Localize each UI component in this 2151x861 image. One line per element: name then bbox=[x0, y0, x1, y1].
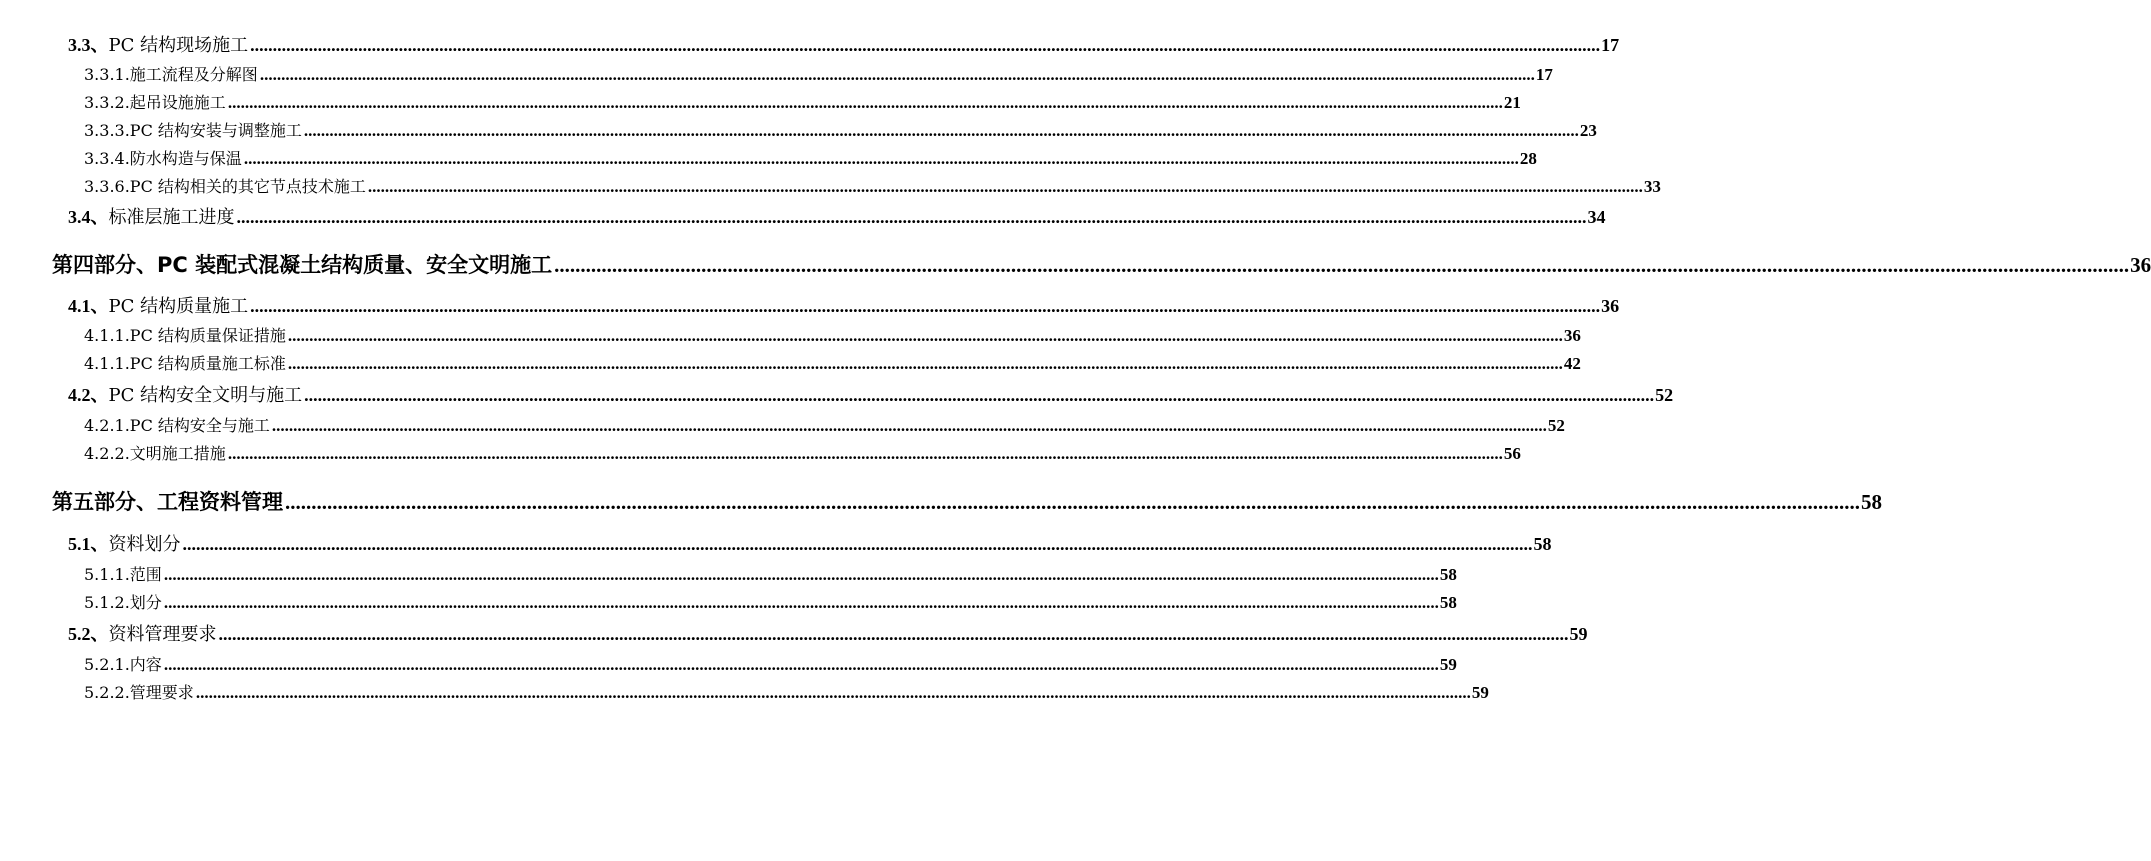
toc-entry-page: 58 bbox=[1861, 490, 1882, 514]
toc-entry[interactable] bbox=[84, 90, 1521, 113]
toc-entry-page: 34 bbox=[1587, 207, 1606, 227]
toc-entry[interactable] bbox=[84, 590, 1457, 613]
toc-entry[interactable] bbox=[84, 146, 1537, 169]
toc-entry-page: 58 bbox=[1439, 593, 1457, 612]
toc-entry-title: 标准层施工进度 bbox=[108, 207, 235, 228]
dot-leader: ............................................................................................................................................................................................................................................................................................................ bbox=[182, 534, 1533, 554]
dot-leader: ............................................................................................................................................................................................................................................................................................................ bbox=[236, 207, 1587, 227]
toc-entry-label bbox=[68, 292, 248, 318]
toc-entry-title: 3.3.6.PC 结构相关的其它节点技术施工 bbox=[84, 177, 366, 196]
toc-entry[interactable] bbox=[84, 680, 1489, 703]
toc-entry[interactable] bbox=[68, 31, 1620, 57]
dot-leader: ............................................................................................................................................................................................................................................................................................................ bbox=[163, 593, 1439, 612]
toc-entry-number: 4.2、 bbox=[68, 385, 109, 405]
toc-entry-page: 17 bbox=[1601, 35, 1620, 55]
toc-entry[interactable] bbox=[68, 203, 1606, 229]
dot-leader: ............................................................................................................................................................................................................................................................................................................ bbox=[285, 490, 1860, 514]
dot-leader: ............................................................................................................................................................................................................................................................................................................ bbox=[259, 65, 1535, 84]
toc-entry-label bbox=[68, 203, 235, 229]
dot-leader: ............................................................................................................................................................................................................................................................................................................ bbox=[287, 354, 1563, 373]
toc-entry-label bbox=[68, 31, 248, 57]
dot-leader: ............................................................................................................................................................................................................................................................................................................ bbox=[554, 253, 2130, 277]
toc-entry-number: 4.1、 bbox=[68, 296, 109, 316]
toc-entry-label bbox=[68, 620, 217, 646]
toc-entry-page: 36 bbox=[2130, 253, 2151, 277]
toc-entry-title: 资料管理要求 bbox=[108, 624, 217, 645]
toc-entry-number: 3.3、 bbox=[68, 35, 109, 55]
toc-entry[interactable] bbox=[68, 292, 1620, 318]
toc-entry-page: 52 bbox=[1547, 416, 1565, 435]
dot-leader: ............................................................................................................................................................................................................................................................................................................ bbox=[243, 149, 1519, 168]
toc-entry-number: 3.4、 bbox=[68, 207, 109, 227]
toc-part-heading[interactable] bbox=[52, 249, 2151, 279]
toc-entry-page: 42 bbox=[1563, 354, 1581, 373]
toc-entry-page: 56 bbox=[1503, 444, 1521, 463]
toc-entry-title: PC 结构现场施工 bbox=[108, 35, 249, 56]
toc-entry-page: 36 bbox=[1601, 296, 1620, 316]
toc-entry-title: 5.1.2.划分 bbox=[84, 593, 162, 612]
toc-entry-title: 3.3.3.PC 结构安装与调整施工 bbox=[84, 121, 302, 140]
toc-entry-title: 4.2.2.文明施工措施 bbox=[84, 444, 226, 463]
toc-entry[interactable] bbox=[68, 530, 1552, 556]
toc-entry[interactable] bbox=[84, 562, 1457, 585]
toc-entry-title: 3.3.1.施工流程及分解图 bbox=[84, 65, 258, 84]
toc-entry-page: 17 bbox=[1535, 65, 1553, 84]
dot-leader: ............................................................................................................................................................................................................................................................................................................ bbox=[304, 385, 1655, 405]
toc-entry[interactable] bbox=[84, 62, 1553, 85]
toc-entry-page: 59 bbox=[1439, 655, 1457, 674]
toc-entry-title: 5.2.1.内容 bbox=[84, 655, 162, 674]
toc-entry[interactable] bbox=[84, 441, 1521, 464]
toc-entry-page: 21 bbox=[1503, 93, 1521, 112]
dot-leader: ............................................................................................................................................................................................................................................................................................................ bbox=[227, 444, 1503, 463]
toc-entry[interactable] bbox=[84, 413, 1565, 436]
toc-entry[interactable] bbox=[84, 323, 1581, 346]
toc-entry-title: 4.1.1.PC 结构质量保证措施 bbox=[84, 326, 286, 345]
toc-entry-title: 第五部分、工程资料管理 bbox=[52, 490, 283, 514]
toc-entry-page: 59 bbox=[1569, 624, 1588, 644]
toc-entry-label bbox=[68, 530, 181, 556]
toc-entry[interactable] bbox=[84, 174, 1661, 197]
toc-entry[interactable] bbox=[84, 652, 1457, 675]
toc-entry[interactable] bbox=[68, 381, 1674, 407]
toc-entry-number: 5.2、 bbox=[68, 624, 109, 644]
toc-entry-title: 3.3.4.防水构造与保温 bbox=[84, 149, 242, 168]
dot-leader: ............................................................................................................................................................................................................................................................................................................ bbox=[250, 296, 1601, 316]
toc-entry-page: 23 bbox=[1579, 121, 1597, 140]
toc-entry[interactable] bbox=[84, 118, 1597, 141]
toc-entry[interactable] bbox=[68, 620, 1588, 646]
toc-entry-page: 36 bbox=[1563, 326, 1581, 345]
toc-entry-title: PC 结构安全文明与施工 bbox=[108, 385, 303, 406]
toc-entry-title: 3.3.2.起吊设施施工 bbox=[84, 93, 226, 112]
dot-leader: ............................................................................................................................................................................................................................................................................................................ bbox=[250, 35, 1601, 55]
toc-entry-page: 52 bbox=[1655, 385, 1674, 405]
dot-leader: ............................................................................................................................................................................................................................................................................................................ bbox=[271, 416, 1547, 435]
toc-entry-title: PC 结构质量施工 bbox=[108, 296, 249, 317]
dot-leader: ............................................................................................................................................................................................................................................................................................................ bbox=[195, 683, 1471, 702]
dot-leader: ............................................................................................................................................................................................................................................................................................................ bbox=[227, 93, 1503, 112]
toc-entry-title: 4.1.1.PC 结构质量施工标准 bbox=[84, 354, 286, 373]
toc-entry-page: 33 bbox=[1643, 177, 1661, 196]
toc-entry-page: 58 bbox=[1439, 565, 1457, 584]
toc-part-heading[interactable] bbox=[52, 486, 1882, 516]
dot-leader: ............................................................................................................................................................................................................................................................................................................ bbox=[163, 655, 1439, 674]
toc-entry-title: 4.2.1.PC 结构安全与施工 bbox=[84, 416, 270, 435]
dot-leader: ............................................................................................................................................................................................................................................................................................................ bbox=[163, 565, 1439, 584]
toc-entry-number: 5.1、 bbox=[68, 534, 109, 554]
toc-entry-title: 资料划分 bbox=[108, 534, 181, 555]
toc-entry-title: 第四部分、PC 装配式混凝土结构质量、安全文明施工 bbox=[52, 253, 553, 277]
toc-entry[interactable] bbox=[84, 351, 1581, 374]
toc-entry-page: 59 bbox=[1471, 683, 1489, 702]
dot-leader: ............................................................................................................................................................................................................................................................................................................ bbox=[367, 177, 1643, 196]
toc-entry-page: 58 bbox=[1533, 534, 1552, 554]
dot-leader: ............................................................................................................................................................................................................................................................................................................ bbox=[303, 121, 1579, 140]
dot-leader: ............................................................................................................................................................................................................................................................................................................ bbox=[218, 624, 1569, 644]
toc-entry-title: 5.1.1.范围 bbox=[84, 565, 162, 584]
toc-entry-title: 5.2.2.管理要求 bbox=[84, 683, 194, 702]
toc-entry-label bbox=[68, 381, 302, 407]
toc-entry-page: 28 bbox=[1519, 149, 1537, 168]
dot-leader: ............................................................................................................................................................................................................................................................................................................ bbox=[287, 326, 1563, 345]
